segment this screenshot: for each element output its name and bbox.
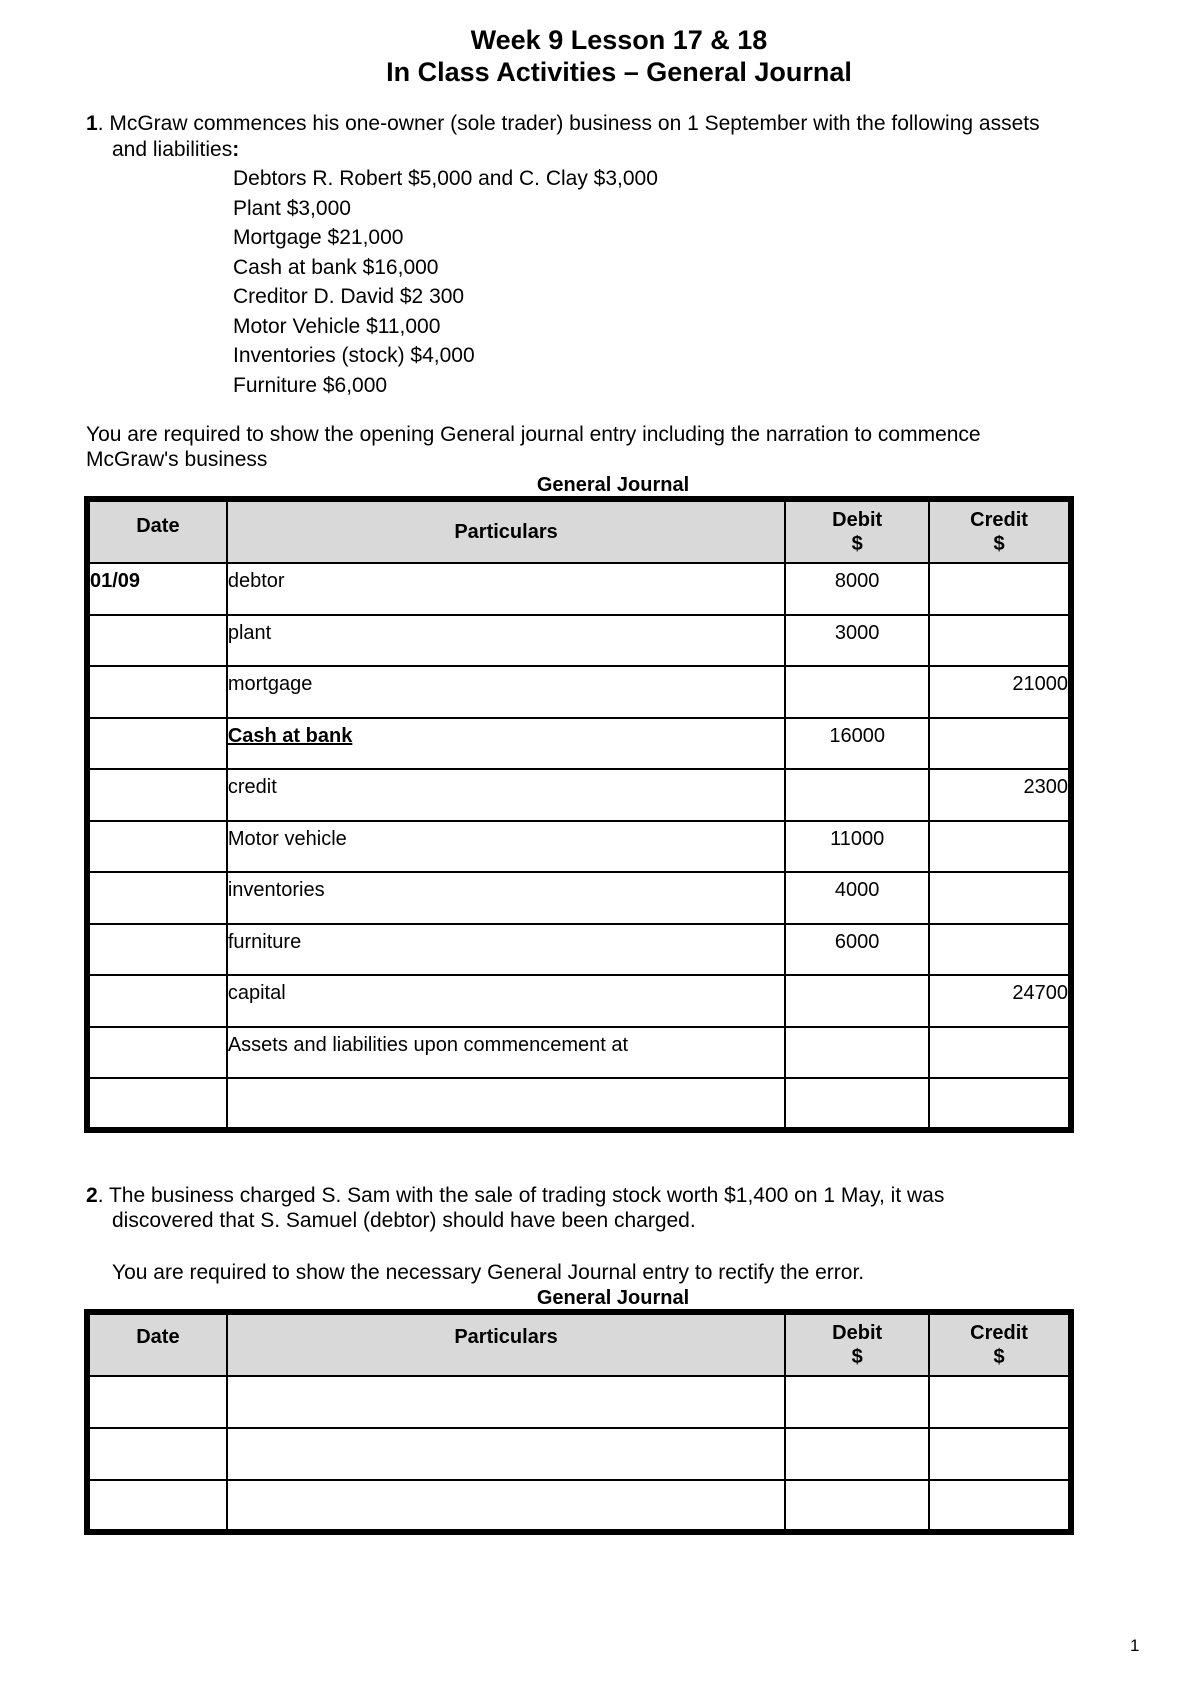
asset-liability-list <box>233 164 658 400</box>
question-1-intro-line-1: . McGraw commences his one-owner (sole trader) business on 1 September with the following assets <box>97 112 1040 135</box>
particulars-cell: credit <box>227 769 785 821</box>
particulars-cell <box>227 1480 785 1532</box>
question-1-instruction-line-2: McGraw's business <box>86 448 268 471</box>
date-cell: 01/09 <box>87 563 227 615</box>
date-cell <box>87 872 227 924</box>
question-1-intro-line-2: and liabilities <box>112 138 233 161</box>
date-header: Date <box>87 1312 227 1376</box>
credit-cell <box>929 821 1071 873</box>
debit-cell <box>785 1428 929 1480</box>
credit-cell <box>929 563 1071 615</box>
list-item: Debtors R. Robert $5,000 and C. Clay $3,000 <box>233 167 658 190</box>
credit-cell: 24700 <box>929 975 1071 1027</box>
table-row <box>87 718 1071 770</box>
question-1-number: 1 <box>86 112 98 135</box>
debit-cell: 3000 <box>785 615 929 667</box>
table-row <box>87 1428 1071 1480</box>
date-cell <box>87 1376 227 1428</box>
journal-2-table <box>84 1309 1074 1535</box>
table-row <box>87 769 1071 821</box>
debit-label: Debit <box>832 509 883 531</box>
credit-cell <box>929 1376 1071 1428</box>
journal-1-caption: General Journal <box>536 474 690 496</box>
date-cell <box>87 1428 227 1480</box>
date-cell <box>87 1480 227 1532</box>
credit-cell <box>929 872 1071 924</box>
table-row <box>87 563 1071 615</box>
journal-2-caption: General Journal <box>536 1287 690 1309</box>
credit-cell <box>929 1078 1071 1130</box>
question-1-instruction-line-1: You are required to show the opening General journal entry including the narration to commence <box>86 423 981 446</box>
debit-header <box>785 499 929 563</box>
debit-cell: 16000 <box>785 718 929 770</box>
particulars-cell <box>227 718 785 770</box>
credit-header <box>929 1312 1071 1376</box>
table-row <box>87 1078 1071 1130</box>
list-item: Mortgage $21,000 <box>233 226 404 249</box>
date-cell <box>87 1027 227 1079</box>
debit-header <box>785 1312 929 1376</box>
debit-cell <box>785 1480 929 1532</box>
list-item: Creditor D. David $2 300 <box>233 285 465 308</box>
particulars-cell: debtor <box>227 563 785 615</box>
particulars-cell <box>227 1376 785 1428</box>
table-row <box>87 924 1071 976</box>
date-cell <box>87 769 227 821</box>
list-item: Furniture $6,000 <box>233 373 388 397</box>
particulars-cell: capital <box>227 975 785 1027</box>
date-cell <box>87 1078 227 1130</box>
table-row <box>87 615 1071 667</box>
credit-cell <box>929 615 1071 667</box>
particulars-cell: mortgage <box>227 666 785 718</box>
debit-cell <box>785 666 929 718</box>
question-1-intro-2 <box>112 137 239 163</box>
title-line-2: In Class Activities – General Journal <box>386 57 852 87</box>
credit-cell <box>929 924 1071 976</box>
date-cell <box>87 975 227 1027</box>
question-2-text-line-2: discovered that S. Samuel (debtor) should have been charged. <box>112 1209 696 1232</box>
question-2-instruction: You are required to show the necessary General Journal entry to rectify the error. <box>112 1261 865 1284</box>
list-item: Plant $3,000 <box>233 196 351 220</box>
debit-cell <box>785 975 929 1027</box>
debit-cell <box>785 769 929 821</box>
particulars-cell: plant <box>227 615 785 667</box>
date-cell <box>87 924 227 976</box>
debit-cell: 11000 <box>785 821 929 873</box>
cash-at-bank-text: Cash at bank <box>227 724 353 747</box>
credit-label: Credit <box>970 509 1028 531</box>
table-header-row <box>87 499 1071 563</box>
table-header-row <box>87 1312 1071 1376</box>
date-header: Date <box>87 499 227 563</box>
particulars-cell <box>227 1428 785 1480</box>
credit-unit: $ <box>993 533 1005 555</box>
debit-label: Debit <box>832 1322 883 1344</box>
debit-unit: $ <box>851 533 863 555</box>
debit-cell: 8000 <box>785 563 929 615</box>
particulars-cell: furniture <box>227 924 785 976</box>
question-1-intro-colon: : <box>232 138 240 161</box>
date-cell <box>87 718 227 770</box>
table-row <box>87 1480 1071 1532</box>
credit-cell <box>929 1027 1071 1079</box>
credit-cell <box>929 718 1071 770</box>
debit-cell: 6000 <box>785 924 929 976</box>
particulars-header: Particulars <box>227 1312 785 1376</box>
question-2-text <box>86 1183 944 1209</box>
debit-cell <box>785 1376 929 1428</box>
question-2-number: 2 <box>86 1184 98 1207</box>
date-cell <box>87 615 227 667</box>
page-number: 1 <box>1130 1636 1140 1655</box>
table-row <box>87 872 1071 924</box>
credit-cell <box>929 1480 1071 1532</box>
debit-cell <box>785 1027 929 1079</box>
credit-cell: 2300 <box>929 769 1071 821</box>
journal-1-table <box>84 496 1074 1133</box>
particulars-cell: Assets and liabilities upon commencement at <box>227 1027 785 1079</box>
table-row <box>87 666 1071 718</box>
list-item: Motor Vehicle $11,000 <box>233 314 441 338</box>
question-2-text-line-1: . The business charged S. Sam with the sale of trading stock worth $1,400 on 1 May, it was <box>97 1184 945 1207</box>
credit-unit: $ <box>993 1346 1005 1368</box>
particulars-header: Particulars <box>227 499 785 563</box>
question-1-intro <box>86 111 1040 137</box>
table-row <box>87 975 1071 1027</box>
debit-cell: 4000 <box>785 872 929 924</box>
particulars-cell <box>227 1078 785 1130</box>
debit-cell <box>785 1078 929 1130</box>
list-item: Cash at bank $16,000 <box>233 255 439 279</box>
debit-unit: $ <box>851 1346 863 1368</box>
credit-cell <box>929 1428 1071 1480</box>
credit-cell: 21000 <box>929 666 1071 718</box>
title-line-1: Week 9 Lesson 17 & 18 <box>470 25 768 55</box>
table-row <box>87 821 1071 873</box>
particulars-cell: inventories <box>227 872 785 924</box>
particulars-cell: Motor vehicle <box>227 821 785 873</box>
date-cell <box>87 666 227 718</box>
credit-label: Credit <box>970 1322 1028 1344</box>
credit-header <box>929 499 1071 563</box>
table-row <box>87 1376 1071 1428</box>
table-row <box>87 1027 1071 1079</box>
date-cell <box>87 821 227 873</box>
list-item: Inventories (stock) $4,000 <box>233 344 475 367</box>
